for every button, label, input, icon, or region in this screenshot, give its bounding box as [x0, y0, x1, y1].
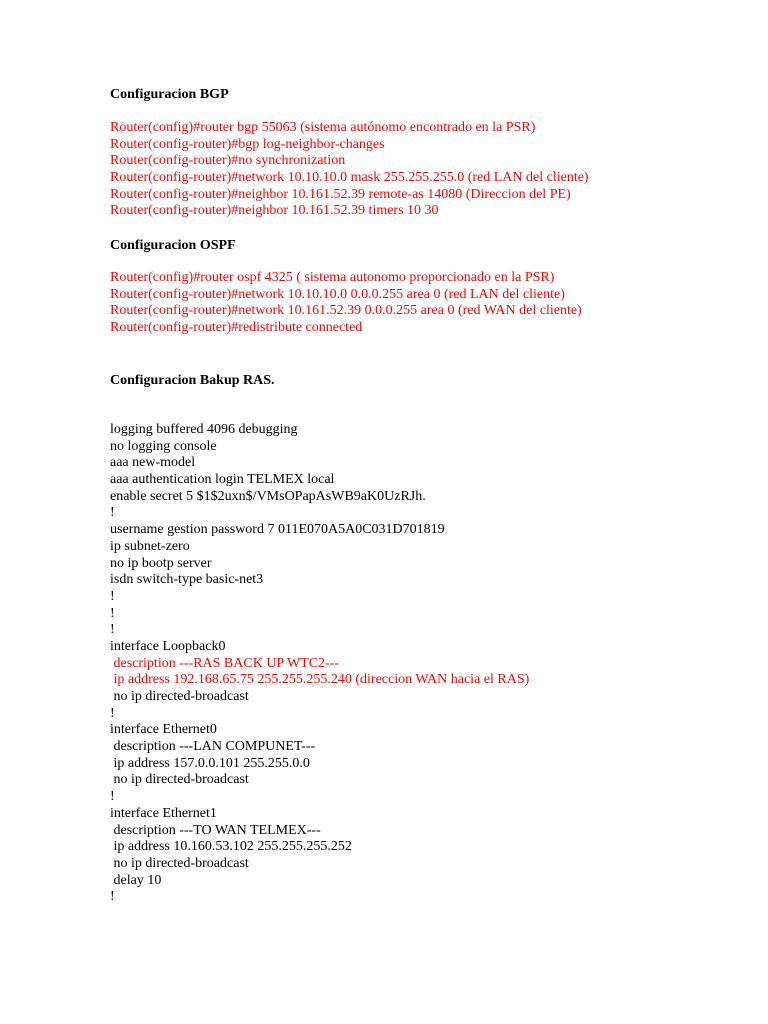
config-line: ip address 157.0.0.101 255.255.0.0 [110, 755, 310, 771]
config-line: ! [110, 622, 115, 638]
config-line: ! [110, 705, 115, 721]
config-line: description ---TO WAN TELMEX--- [110, 822, 321, 838]
config-line: Router(config-router)#network 10.161.52.39 0.0.0.255 area 0 (red WAN del cliente) [110, 303, 582, 319]
config-line: no ip directed-broadcast [110, 855, 249, 871]
config-line: description ---LAN COMPUNET--- [110, 739, 316, 755]
config-line: Router(config)#router ospf 4325 ( sistema autonomo proporcionado en la PSR) [110, 270, 555, 285]
config-line: username gestion password 7 011E070A5A0C031D701819 [110, 522, 445, 538]
config-line: isdn switch-type basic-net3 [110, 572, 264, 588]
config-line: aaa authentication login TELMEX local [110, 472, 335, 488]
config-line: ip address 10.160.53.102 255.255.255.252 [110, 839, 352, 855]
config-line: description ---RAS BACK UP WTC2--- [110, 655, 340, 671]
heading-ras: Configuracion Bakup RAS. [110, 373, 275, 388]
config-line: Router(config-router)#bgp log-neighbor-changes [110, 136, 385, 152]
config-line: interface Ethernet0 [110, 722, 217, 738]
config-line: Router(config)#router bgp 55063 (sistema autónomo encontrado en la PSR) [110, 120, 536, 135]
config-line: Router(config-router)#network 10.10.10.0 0.0.0.255 area 0 (red LAN del cliente) [110, 286, 565, 302]
heading-bgp: Configuracion BGP [110, 87, 229, 102]
config-line: enable secret 5 $1$2uxn$/VMsOPapAsWB9aK0UzRJh. [110, 488, 426, 504]
config-line: interface Ethernet1 [110, 805, 217, 821]
heading-ospf: Configuracion OSPF [110, 238, 236, 253]
config-line: logging buffered 4096 debugging [110, 422, 298, 437]
config-line: aaa new-model [110, 455, 196, 471]
config-line: ! [110, 605, 115, 621]
config-line: ! [110, 588, 115, 604]
config-line: no ip directed-broadcast [110, 772, 249, 788]
config-line: no ip bootp server [110, 555, 212, 571]
bgp-config-block [110, 120, 589, 220]
config-line: Router(config-router)#network 10.10.10.0 mask 255.255.255.0 (red LAN del cliente) [110, 170, 589, 186]
config-line: ! [110, 789, 115, 805]
config-line: Router(config-router)#no synchronization [110, 153, 346, 169]
config-line: Router(config-router)#neighbor 10.161.52.39 remote-as 14080 (Direccion del PE) [110, 186, 571, 202]
config-line: delay 10 [110, 872, 162, 888]
config-line: no logging console [110, 438, 217, 454]
config-line: ip subnet-zero [110, 538, 190, 554]
ras-config-block [110, 422, 529, 906]
config-line: interface Loopback0 [110, 638, 226, 654]
config-line: ! [110, 889, 115, 905]
config-line: Router(config-router)#redistribute connected [110, 320, 363, 336]
config-line: no ip directed-broadcast [110, 689, 249, 704]
config-line: ip address 192.168.65.75 255.255.255.240 (direccion WAN hacia el RAS) [110, 672, 530, 688]
config-line: ! [110, 505, 115, 521]
config-line: Router(config-router)#neighbor 10.161.52.39 timers 10 30 [110, 203, 439, 219]
ospf-config-block [110, 270, 582, 337]
